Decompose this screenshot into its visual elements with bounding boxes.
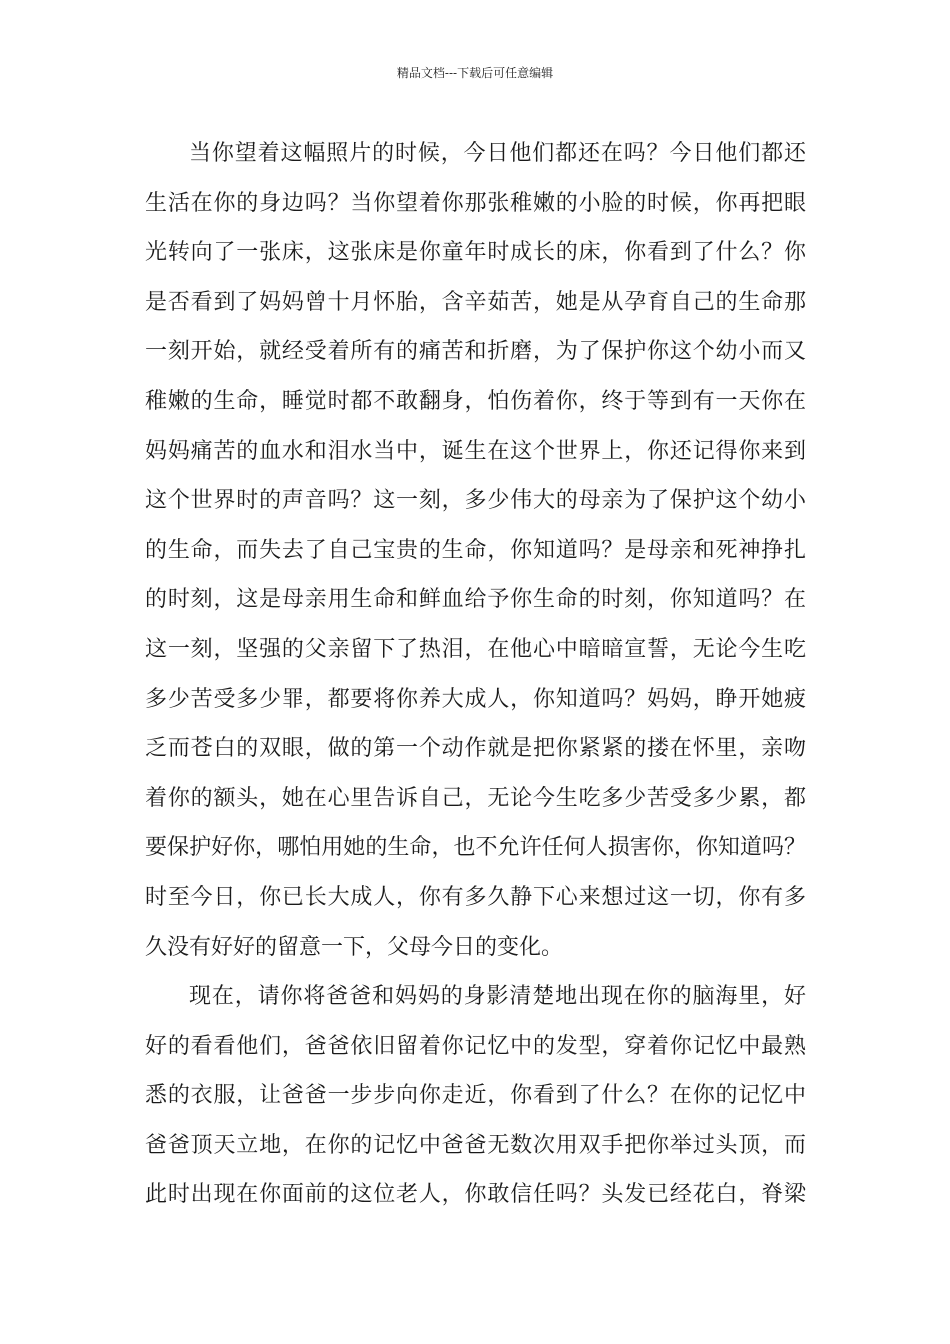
text-line: 生活在你的身边吗？当你望着你那张稚嫩的小脸的时候，你再把眼 <box>145 190 806 216</box>
text-line: 要保护好你，哪怕用她的生命，也不允许任何人损害你，你知道吗？ <box>145 835 806 861</box>
text-line: 爸爸顶天立地，在你的记忆中爸爸无数次用双手把你举过头顶，而 <box>145 1132 806 1158</box>
text-line: 现在，请你将爸爸和妈妈的身影清楚地出现在你的脑海里，好 <box>189 984 806 1010</box>
text-line: 悉的衣服，让爸爸一步步向你走近，你看到了什么？在你的记忆中 <box>145 1083 806 1109</box>
text-line: 稚嫩的生命，睡觉时都不敢翻身，怕伤着你，终于等到有一天你在 <box>145 388 806 414</box>
text-line: 当你望着这幅照片的时候，今日他们都还在吗？今日他们都还 <box>189 141 806 166</box>
paragraph-2 <box>145 972 806 1220</box>
text-line: 一刻开始，就经受着所有的痛苦和折磨，为了保护你这个幼小而又 <box>145 339 806 365</box>
page-header: 精品文档---下载后可任意编辑 <box>396 66 554 80</box>
text-line: 时至今日，你已长大成人，你有多久静下心来想过这一切，你有多 <box>145 884 806 910</box>
document-body <box>145 129 806 1220</box>
text-line: 此时出现在你面前的这位老人，你敢信任吗？头发已经花白，脊梁 <box>145 1182 806 1208</box>
text-line: 多少苦受多少罪，都要将你养大成人，你知道吗？妈妈，睁开她疲 <box>145 686 806 712</box>
text-line: 是否看到了妈妈曾十月怀胎，含辛茹苦，她是从孕育自己的生命那 <box>145 289 806 315</box>
text-line: 光转向了一张床，这张床是你童年时成长的床，你看到了什么？你 <box>145 240 806 266</box>
text-line: 这一刻，坚强的父亲留下了热泪，在他心中暗暗宣誓，无论今生吃 <box>145 636 806 662</box>
paragraph-1 <box>145 129 806 972</box>
text-line: 的生命，而失去了自己宝贵的生命，你知道吗？是母亲和死神挣扎 <box>145 537 806 563</box>
text-line: 乏而苍白的双眼，做的第一个动作就是把你紧紧的搂在怀里，亲吻 <box>145 736 806 762</box>
text-line: 的时刻，这是母亲用生命和鲜血给予你生命的时刻，你知道吗？在 <box>145 587 806 613</box>
text-line: 这个世界时的声音吗？这一刻，多少伟大的母亲为了保护这个幼小 <box>145 488 806 514</box>
text-line: 着你的额头，她在心里告诉自己，无论今生吃多少苦受多少累，都 <box>145 785 806 811</box>
text-line: 妈妈痛苦的血水和泪水当中，诞生在这个世界上，你还记得你来到 <box>145 438 806 464</box>
text-line: 久没有好好的留意一下，父母今日的变化。 <box>145 934 564 960</box>
text-line: 好的看看他们，爸爸依旧留着你记忆中的发型，穿着你记忆中最熟 <box>145 1033 806 1059</box>
